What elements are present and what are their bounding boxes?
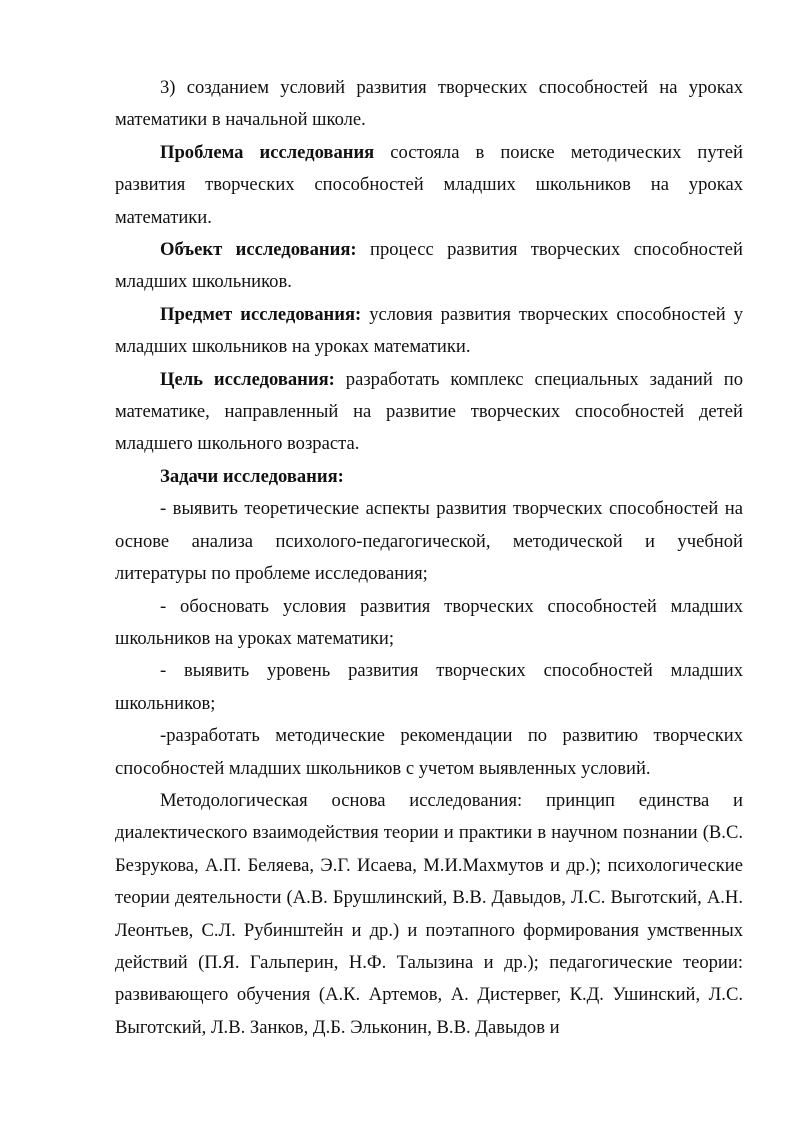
paragraph-problem: Проблема исследования состояла в поиске методических путей развития творческих способностей младших школьников на уроках математики. xyxy=(115,141,743,228)
label-problem: Проблема исследования xyxy=(160,141,375,163)
task-item: -разработать методические рекомендации по развитию творческих способностей младших школьников с учетом выявленных условий. xyxy=(115,725,743,779)
label-object: Объект исследования: xyxy=(160,239,357,261)
label-subject: Предмет исследования: xyxy=(160,303,362,325)
task-item: - выявить теоретические аспекты развития творческих способностей на основе анализа психолого-педагогической, методической и учебной литературы по проблеме исследования; xyxy=(115,498,743,585)
paragraph-tasks-heading xyxy=(115,461,743,493)
paragraph-subject: Предмет исследования: условия развития творческих способностей у младших школьников на уроках математики. xyxy=(115,303,743,358)
label-tasks: Задачи исследования: xyxy=(160,465,344,487)
document-page xyxy=(115,72,743,1044)
paragraph-methodology: Методологическая основа исследования: принцип единства и диалектического взаимодействия теории и практики в научном познании (В.С. Безрукова, А.П. Беляева, Э.Г. Исаева, М.И.Махмутов и др.); психологические теории деятельности (А.В. Брушлинский, В.В. Давыдов, Л.С. Выготский, А.Н. Леонтьев, С.Л. Рубинштейн и др.) и поэтапного формирования умственных действий (П.Я. Гальперин, Н.Ф. Талызина и др.); педагогические теории: развивающего обучения (А.К. Артемов, А. Дистервег, К.Д. Ушинский, Л.С. Выготский, Л.В. Занков, Д.Б. Эльконин, В.В. Давыдов и xyxy=(115,789,743,1038)
label-goal: Цель исследования: xyxy=(160,368,335,390)
task-item: - выявить уровень развития творческих способностей младших школьников; xyxy=(115,660,743,714)
paragraph-conditions: 3) созданием условий развития творческих способностей на уроках математики в начальной школе. xyxy=(115,77,743,131)
task-item: - обосновать условия развития творческих способностей младших школьников на уроках математики; xyxy=(115,595,743,649)
paragraph-goal: Цель исследования: разработать комплекс специальных заданий по математике, направленный на развитие творческих способностей детей младшего школьного возраста. xyxy=(115,368,744,455)
paragraph-object: Объект исследования: процесс развития творческих способностей младших школьников. xyxy=(115,239,743,293)
